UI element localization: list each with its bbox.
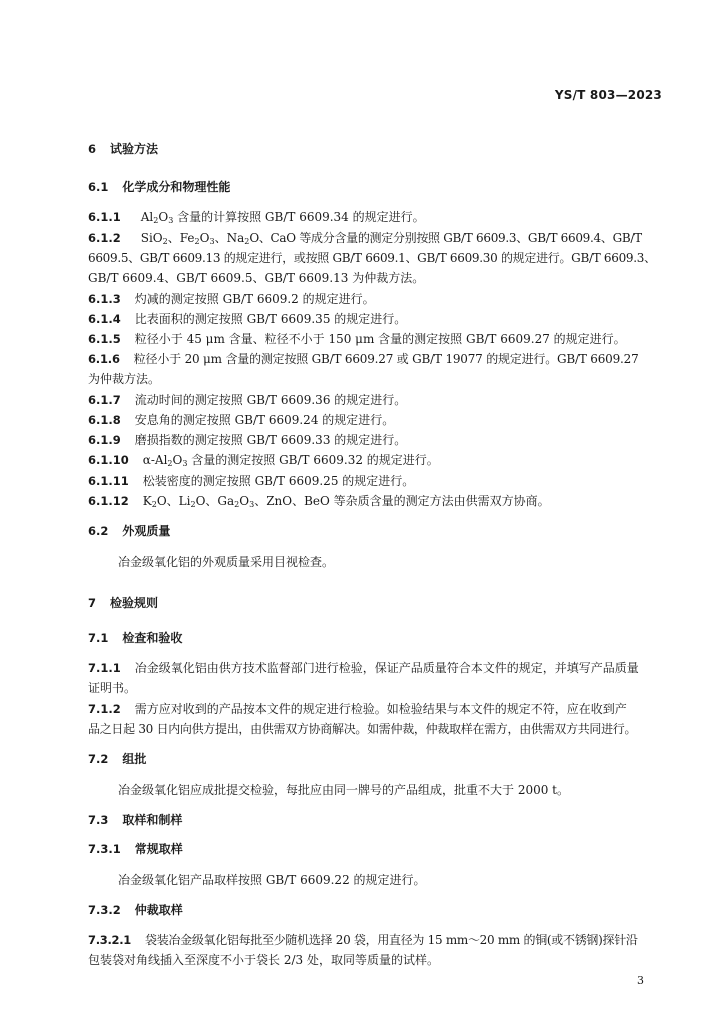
- item-7-3-2-1-line-2: 包装袋对角线插入至深度不小于袋长 2/3 处，取同等质量的试样。: [88, 953, 439, 967]
- item-7-1-1-line-2: 证明书。: [88, 681, 137, 695]
- item-number: 6.1.6: [88, 352, 120, 366]
- section-7-3-1-heading: [88, 841, 183, 857]
- item-6-1-7: [88, 392, 406, 408]
- section-title: 化学成分和物理性能: [122, 180, 231, 194]
- item-6-1-2-line-3: GB/T 6609.4、GB/T 6609.5、GB/T 6609.13 为仲裁方法。: [88, 271, 425, 285]
- item-text: 流动时间的测定按照 GB/T 6609.36 的规定进行。: [134, 393, 407, 407]
- item-6-1-3: [88, 291, 375, 307]
- formula-part: O、Ga: [195, 494, 235, 508]
- section-number: 7.2: [88, 752, 109, 766]
- item-7-1-1: [88, 660, 639, 676]
- section-7-3-heading: [88, 812, 182, 828]
- item-number: 6.1.4: [88, 312, 121, 326]
- item-number: 6.1.11: [88, 474, 129, 488]
- subscript: 2: [244, 237, 250, 246]
- item-number: 6.1.12: [88, 494, 129, 508]
- item-text: 需方应对收到的产品按本文件的规定进行检验。如检验结果与本文件的规定不符，应在收到产: [134, 702, 627, 716]
- item-text: 、ZnO、BeO 等杂质含量的测定方法由供需双方协商。: [254, 494, 550, 508]
- formula-part: 、Na: [214, 231, 245, 245]
- item-text: 松装密度的测定按照 GB/T 6609.25 的规定进行。: [142, 474, 415, 488]
- subscript: 3: [209, 237, 215, 246]
- item-number: 6.1.5: [88, 332, 121, 346]
- section-title: 外观质量: [122, 524, 171, 538]
- section-number: 6.1: [88, 180, 109, 194]
- item-text: 安息角的测定按照 GB/T 6609.24 的规定进行。: [134, 413, 395, 427]
- section-number: 6: [88, 142, 97, 156]
- item-6-1-6: [88, 351, 639, 367]
- item-number: 6.1.2: [88, 231, 121, 245]
- formula-part: O: [239, 494, 250, 508]
- formula-part: 、Fe: [167, 231, 195, 245]
- section-number: 7: [88, 596, 97, 610]
- item-text: 含量的测定按照 GB/T 6609.32 的规定进行。: [187, 453, 439, 467]
- section-title: 取样和制样: [122, 813, 183, 827]
- item-6-1-4: [88, 311, 406, 327]
- formula-part: Al: [140, 210, 154, 224]
- item-number: 6.1.10: [88, 453, 129, 467]
- formula-part: O: [158, 210, 169, 224]
- item-7-3-2-1: [88, 932, 638, 948]
- subscript: 2: [151, 500, 157, 509]
- item-text: 含量的计算按照 GB/T 6609.34 的规定进行。: [173, 210, 425, 224]
- item-text: 冶金级氧化铝由供方技术监督部门进行检验，保证产品质量符合本文件的规定，并填写产品质量: [134, 661, 639, 675]
- item-6-1-5: [88, 331, 626, 347]
- section-title: 组批: [122, 752, 147, 766]
- item-6-1-11: [88, 473, 414, 489]
- formula-part: α-Al: [142, 453, 168, 467]
- standard-code-header: YS/T 803—2023: [554, 88, 662, 102]
- formula-part: O、Li: [156, 494, 191, 508]
- item-number: 7.1.2: [88, 702, 121, 716]
- item-number: 6.1.3: [88, 292, 121, 306]
- item-number: 6.1.7: [88, 393, 121, 407]
- item-text: O、CaO 等成分含量的测定分别按照 GB/T 6609.3、GB/T 6609.4、GB/T: [249, 231, 642, 245]
- item-6-1-2: [88, 230, 642, 246]
- item-6-1-10: [88, 452, 439, 468]
- item-text: 比表面积的测定按照 GB/T 6609.35 的规定进行。: [134, 312, 407, 326]
- paragraph-7-2: 冶金级氧化铝应成批提交检验，每批应由同一牌号的产品组成，批重不大于 2000 t。: [118, 783, 569, 797]
- item-number: 7.3.2.1: [88, 933, 132, 947]
- subscript: 3: [182, 459, 188, 468]
- item-6-1-1: [88, 209, 425, 225]
- item-7-1-2-line-2: 品之日起 30 日内向供方提出，由供需双方协商解决。如需仲裁，仲裁取样在需方，由供需双方共同进行。: [88, 722, 637, 736]
- item-6-1-12: [88, 493, 550, 509]
- section-number: 7.3: [88, 813, 109, 827]
- subscript: 2: [167, 459, 173, 468]
- item-text: 粒径小于 20 μm 含量的测定按照 GB/T 6609.27 或 GB/T 19077 的规定进行。GB/T 6609.27: [133, 352, 639, 366]
- section-7-1-heading: [88, 630, 182, 646]
- section-6-1-heading: [88, 179, 230, 195]
- section-7-2-heading: [88, 751, 146, 767]
- item-6-1-6-line-2: 为仲裁方法。: [88, 372, 161, 386]
- subscript: 2: [190, 500, 196, 509]
- subscript: 3: [168, 216, 174, 225]
- paragraph-6-2: 冶金级氧化铝的外观质量采用目视检查。: [118, 555, 335, 569]
- item-6-1-9: [88, 432, 406, 448]
- paragraph-7-3-1: 冶金级氧化铝产品取样按照 GB/T 6609.22 的规定进行。: [118, 873, 426, 887]
- section-7-heading: [88, 595, 158, 611]
- item-text: 磨损指数的测定按照 GB/T 6609.33 的规定进行。: [134, 433, 407, 447]
- section-number: 7.3.1: [88, 842, 121, 856]
- item-6-1-8: [88, 412, 394, 428]
- section-7-3-2-heading: [88, 902, 183, 918]
- section-6-2-heading: [88, 523, 170, 539]
- section-title: 常规取样: [134, 842, 183, 856]
- section-title: 检验规则: [110, 596, 159, 610]
- item-text: 袋装冶金级氧化铝每批至少随机选择 20 袋，用直径为 15 mm～20 mm 的铜(或不锈钢)探针沿: [145, 933, 638, 947]
- section-title: 仲裁取样: [134, 903, 183, 917]
- item-number: 7.1.1: [88, 661, 121, 675]
- section-title: 检查和验收: [122, 631, 183, 645]
- item-6-1-2-line-2: 6609.5、GB/T 6609.13 的规定进行，或按照 GB/T 6609.1、GB/T 6609.30 的规定进行。GB/T 6609.3、: [88, 251, 656, 265]
- subscript: 3: [249, 500, 255, 509]
- formula-part: K: [142, 494, 152, 508]
- formula-part: SiO: [140, 231, 163, 245]
- item-7-1-2: [88, 701, 627, 717]
- item-text: 粒径小于 45 μm 含量、粒径不小于 150 μm 含量的测定按照 GB/T 6609.27 的规定进行。: [134, 332, 626, 346]
- subscript: 2: [234, 500, 240, 509]
- section-title: 试验方法: [110, 142, 159, 156]
- subscript: 2: [194, 237, 200, 246]
- formula-part: O: [199, 231, 210, 245]
- section-number: 6.2: [88, 524, 109, 538]
- item-number: 6.1.1: [88, 210, 121, 224]
- formula-part: O: [172, 453, 183, 467]
- section-6-heading: [88, 141, 158, 157]
- subscript: 2: [153, 216, 159, 225]
- item-number: 6.1.9: [88, 433, 121, 447]
- subscript: 2: [162, 237, 168, 246]
- section-number: 7.1: [88, 631, 109, 645]
- section-number: 7.3.2: [88, 903, 121, 917]
- item-text: 灼减的测定按照 GB/T 6609.2 的规定进行。: [134, 292, 375, 306]
- page-number: 3: [637, 974, 644, 987]
- item-number: 6.1.8: [88, 413, 121, 427]
